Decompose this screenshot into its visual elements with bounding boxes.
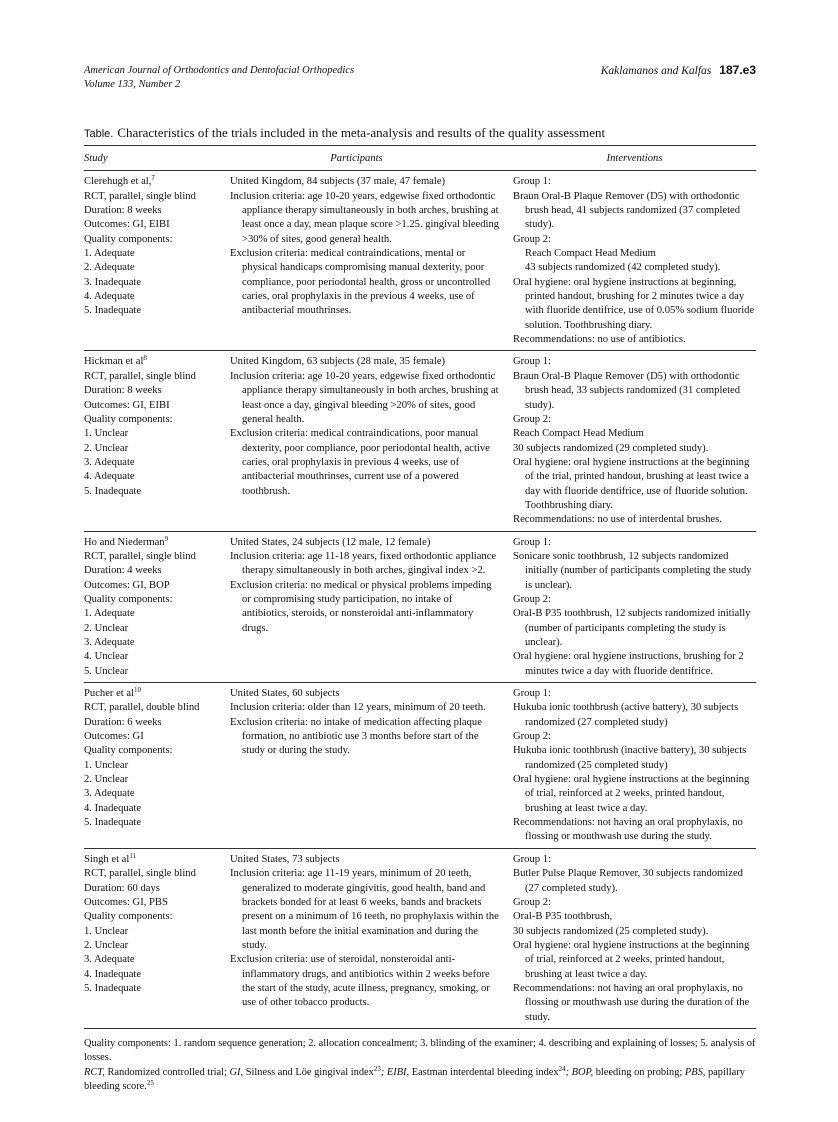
participants-paragraph: United States, 24 subjects (12 male, 12 female) [230, 536, 431, 548]
study-detail: RCT, parallel, single blind [84, 868, 196, 880]
study-detail: Duration: 6 weeks [84, 716, 162, 728]
interventions-paragraph: 43 subjects randomized (42 completed study). [525, 262, 721, 274]
study-detail: 4. Inadequate [84, 802, 142, 814]
abbreviation-definition: Silness and Löe gingival index [243, 1066, 374, 1078]
abbreviation: RCT, [84, 1066, 105, 1078]
trials-table [84, 145, 756, 1029]
interventions-paragraph: Oral hygiene: oral hygiene instructions at the beginning of the trial, printed handout, brushing at least twice a day with fluoride dentifrice, use of fluoride solution. Toothbrushing diary. [513, 456, 750, 511]
study-cell [84, 687, 230, 845]
study-author: Pucher et al [84, 688, 135, 700]
interventions-paragraph: Recommendations: not having an oral prophylaxis, no flossing or mouthwash use during the study. [513, 817, 743, 843]
study-detail: 4. Unclear [84, 651, 129, 663]
study-detail: 3. Adequate [84, 788, 135, 800]
study-detail: Quality components: [84, 745, 173, 757]
study-detail: 1. Adequate [84, 248, 135, 260]
interventions-paragraph: Group 1: [513, 536, 551, 548]
interventions-paragraph: Braun Oral-B Plaque Remover (D5) with orthodontic brush head, 41 subjects randomized (37 completed study). [513, 190, 741, 231]
study-detail: 2. Unclear [84, 774, 129, 786]
table-row [84, 682, 756, 848]
study-author: Clerehugh et al, [84, 176, 152, 188]
page-number: 187.e3 [719, 63, 756, 77]
study-detail: 3. Adequate [84, 456, 135, 468]
study-detail: Outcomes: GI, EIBI [84, 219, 170, 231]
participants-paragraph: Exclusion criteria: use of steroidal, nonsteroidal anti-inflammatory drugs, and antibiotics within 2 weeks before the start of the study, acute illness, pregnancy, smoking, or use of other tobacco products. [230, 954, 490, 1009]
study-detail: RCT, parallel, single blind [84, 190, 196, 202]
study-cell [84, 853, 230, 1025]
participants-paragraph: Exclusion criteria: no medical or physical problems impeding or compromising study participation, no intake of antibiotics, steroids, or nonsteroidal anti-inflammatory drugs. [230, 579, 492, 634]
interventions-cell [513, 355, 756, 527]
reference-number: 23 [373, 1064, 381, 1073]
interventions-paragraph: Group 2: [513, 413, 551, 425]
study-name [84, 536, 230, 550]
abbreviation: ; BOP, [565, 1066, 594, 1078]
interventions-paragraph: Group 2: [513, 896, 551, 908]
study-detail: Outcomes: GI, BOP [84, 579, 170, 591]
study-detail: 2. Unclear [84, 622, 129, 634]
participants-paragraph: Exclusion criteria: medical contraindications, poor manual dexterity, poor compliance, poor periodontal health, active caries, oral prophylaxis in previous 4 weeks, use of antibacterial mouthrinses, current use of a powered toothbrush. [230, 428, 490, 497]
study-cell [84, 536, 230, 679]
study-author: Ho and Niederman [84, 536, 165, 548]
reference-number: 9 [164, 534, 169, 543]
interventions-paragraph: Group 1: [513, 688, 551, 700]
table-row [84, 531, 756, 682]
interventions-cell [513, 853, 756, 1025]
footnote-quality: Quality components: 1. random sequence generation; 2. allocation concealment; 3. blinding of the examiner; 4. describing and explaining of losses; 5. analysis of losses. [84, 1038, 756, 1064]
study-detail: 4. Adequate [84, 291, 135, 303]
study-author: Hickman et al [84, 356, 144, 368]
participants-paragraph: Inclusion criteria: older than 12 years, minimum of 20 teeth. [230, 702, 486, 714]
study-detail: Outcomes: GI, PBS [84, 896, 168, 908]
journal-name: American Journal of Orthodontics and Dentofacial Orthopedics [84, 65, 355, 76]
interventions-paragraph: Group 1: [513, 853, 551, 865]
study-detail: 2. Adequate [84, 262, 135, 274]
abbreviation-definition: bleeding on probing; [593, 1066, 685, 1078]
participants-paragraph: Exclusion criteria: medical contraindications, mental or physical handicaps compromising manual dexterity, poor compliance, poor periodontal health, gross or uncontrolled caries, oral prophylaxis in the previous 4 weeks, use of antibacterial mouthrinses. [230, 248, 491, 317]
study-detail: Outcomes: GI [84, 731, 144, 743]
authors: Kaklamanos and Kalfas [600, 65, 712, 77]
table-label: Table. [84, 128, 114, 140]
table-row [84, 848, 756, 1028]
interventions-paragraph: Oral hygiene: oral hygiene instructions, brushing for 2 minutes twice a day with fluoride dentifrice. [513, 651, 744, 677]
abbreviation: GI, [229, 1066, 244, 1078]
participants-paragraph: United Kingdom, 63 subjects (28 male, 35 female) [230, 356, 446, 368]
interventions-paragraph: 30 subjects randomized (29 completed study). [513, 442, 709, 454]
interventions-paragraph: Oral hygiene: oral hygiene instructions at the beginning of trial, reinforced at 2 weeks, printed handout, brushing at least twice a day. [513, 939, 750, 980]
participants-cell [230, 536, 513, 679]
journal-volume: Volume 133, Number 2 [84, 79, 181, 90]
interventions-paragraph: Oral-B P35 toothbrush, 12 subjects randomized initially (number of participants completing the study is unclear). [513, 608, 751, 648]
participants-paragraph: United States, 60 subjects [230, 688, 340, 700]
study-detail: Outcomes: GI, EIBI [84, 399, 170, 411]
study-cell [84, 175, 230, 347]
interventions-cell [513, 687, 756, 845]
abbreviation-definition: papillary bleeding score. [84, 1066, 745, 1092]
interventions-paragraph: Oral hygiene: oral hygiene instructions at the beginning of trial, reinforced at 2 weeks, printed handout, brushing at least twice a day. [513, 774, 750, 814]
interventions-paragraph: Group 1: [513, 176, 551, 188]
footnote-abbreviations [84, 1066, 756, 1095]
reference-number: 8 [143, 354, 147, 363]
participants-cell [230, 355, 513, 527]
reference-number: 24 [558, 1064, 566, 1073]
interventions-paragraph: Oral-B P35 toothbrush, [513, 911, 613, 923]
study-name [84, 687, 230, 701]
participants-cell [230, 687, 513, 845]
table-caption [84, 125, 605, 141]
study-detail: RCT, parallel, single blind [84, 550, 196, 562]
interventions-paragraph: Hukuba ionic toothbrush (inactive battery), 30 subjects randomized (25 completed study) [513, 745, 747, 771]
participants-paragraph: United Kingdom, 84 subjects (37 male, 47 female) [230, 176, 446, 188]
study-detail: 5. Inadequate [84, 305, 142, 317]
study-name [84, 853, 230, 867]
study-detail: 3. Inadequate [84, 276, 142, 288]
study-name [84, 355, 230, 369]
study-detail: 5. Inadequate [84, 817, 142, 829]
study-detail: 2. Unclear [84, 939, 129, 951]
column-header-study: Study [84, 153, 108, 164]
study-detail: 4. Inadequate [84, 968, 142, 980]
study-detail: 5. Inadequate [84, 982, 142, 994]
interventions-cell [513, 175, 756, 347]
interventions-cell [513, 536, 756, 679]
study-detail: Quality components: [84, 233, 173, 245]
interventions-paragraph: Group 1: [513, 356, 551, 368]
running-header-left [84, 64, 354, 92]
interventions-paragraph: Oral hygiene: oral hygiene instructions at beginning, printed handout, brushing for 2 minutes twice a day with fluoride dentifrice, use of 0.05% sodium fluoride solution. Toothbrushing diary. [513, 276, 755, 331]
study-detail: 4. Adequate [84, 471, 135, 483]
reference-number: 7 [151, 174, 155, 183]
study-detail: RCT, parallel, single blind [84, 370, 196, 382]
study-detail: RCT, parallel, double blind [84, 702, 200, 714]
study-detail: Duration: 8 weeks [84, 385, 162, 397]
participants-cell [230, 175, 513, 347]
participants-paragraph: Inclusion criteria: age 10-20 years, edgewise fixed orthodontic appliance therapy simultaneously in both arches, brushing at least once a day, mean plaque score >1.25. gingival bleeding >30% of sites, good general health. [230, 190, 500, 245]
participants-cell [230, 853, 513, 1025]
interventions-paragraph: Recommendations: no use of interdental brushes. [513, 514, 722, 526]
interventions-paragraph: 30 subjects randomized (25 completed study). [513, 925, 709, 937]
study-detail: 2. Unclear [84, 442, 129, 454]
interventions-paragraph: Sonicare sonic toothbrush, 12 subjects randomized initially (number of participants completing the study is unclear). [513, 550, 752, 591]
participants-paragraph: Exclusion criteria: no intake of medication affecting plaque formation, no antibiotic use 3 months before start of the study or during the study. [230, 716, 482, 757]
participants-paragraph: United States, 73 subjects [230, 853, 340, 865]
interventions-paragraph: Reach Compact Head Medium [525, 248, 656, 260]
table-title: Characteristics of the trials included in the meta-analysis and results of the quality assessment [117, 125, 606, 140]
study-detail: 5. Inadequate [84, 485, 142, 497]
running-header-right [601, 63, 756, 77]
table-row [84, 171, 756, 350]
study-cell [84, 355, 230, 527]
study-detail: 1. Unclear [84, 428, 129, 440]
study-name [84, 175, 230, 189]
table-header [84, 146, 756, 170]
table-row [84, 350, 756, 530]
participants-paragraph: Inclusion criteria: age 11-18 years, fixed orthodontic appliance therapy simultaneously in both arches, gingival index >2. [230, 550, 497, 577]
study-detail: Quality components: [84, 911, 173, 923]
study-detail: 3. Adequate [84, 637, 135, 648]
interventions-paragraph: Reach Compact Head Medium [513, 428, 644, 440]
interventions-paragraph: Hukuba ionic toothbrush (active battery), 30 subjects randomized (27 completed study) [513, 702, 739, 728]
study-detail: 1. Adequate [84, 608, 135, 620]
table-body [84, 171, 756, 1028]
reference-number: 11 [129, 851, 137, 860]
study-detail: 5. Unclear [84, 665, 129, 677]
participants-paragraph: Inclusion criteria: age 11-19 years, minimum of 20 teeth, generalized to moderate gingivitis, good health, band and brackets bonded for at least 6 weeks, bands and brackets present on a minimum of 16 teeth, no prophylaxis within the last month before the initial examination and during the study. [230, 868, 499, 951]
study-detail: Duration: 60 days [84, 882, 160, 894]
abbreviation-definition: Eastman interdental bleeding index [409, 1066, 559, 1078]
interventions-paragraph: Recommendations: no use of antibiotics. [513, 334, 686, 346]
study-detail: Duration: 4 weeks [84, 565, 162, 577]
interventions-paragraph: Group 2: [513, 233, 551, 245]
study-detail: 1. Unclear [84, 925, 129, 937]
study-detail: Quality components: [84, 593, 173, 605]
abbreviation-definition: Randomized controlled trial; [104, 1066, 230, 1078]
interventions-paragraph: Group 2: [513, 731, 551, 743]
reference-number: 25 [146, 1078, 154, 1087]
column-header-interventions: Interventions [606, 153, 663, 164]
table-footnote [84, 1037, 756, 1094]
study-detail: Duration: 8 weeks [84, 205, 162, 217]
study-detail: Quality components: [84, 413, 173, 425]
interventions-paragraph: Recommendations: not having an oral prophylaxis, no flossing or mouthwash use during the duration of the study. [513, 982, 750, 1023]
abbreviation: PBS, [684, 1066, 706, 1078]
interventions-paragraph: Group 2: [513, 593, 551, 605]
study-author: Singh et al [84, 853, 130, 865]
interventions-paragraph: Butler Pulse Plaque Remover, 30 subjects randomized (27 completed study). [513, 868, 743, 894]
study-detail: 3. Adequate [84, 954, 135, 966]
study-detail: 1. Unclear [84, 759, 129, 771]
abbreviation: ; EIBI, [380, 1066, 410, 1078]
interventions-paragraph: Braun Oral-B Plaque Remover (D5) with orthodontic brush head, 33 subjects randomized (31 completed study). [513, 370, 741, 411]
reference-number: 10 [134, 686, 142, 695]
column-header-participants: Participants [330, 153, 383, 164]
participants-paragraph: Inclusion criteria: age 10-20 years, edgewise fixed orthodontic appliance therapy simultaneously in both arches, brushing at least once a day, gingival bleeding >20% of sites, good general health. [230, 370, 499, 425]
